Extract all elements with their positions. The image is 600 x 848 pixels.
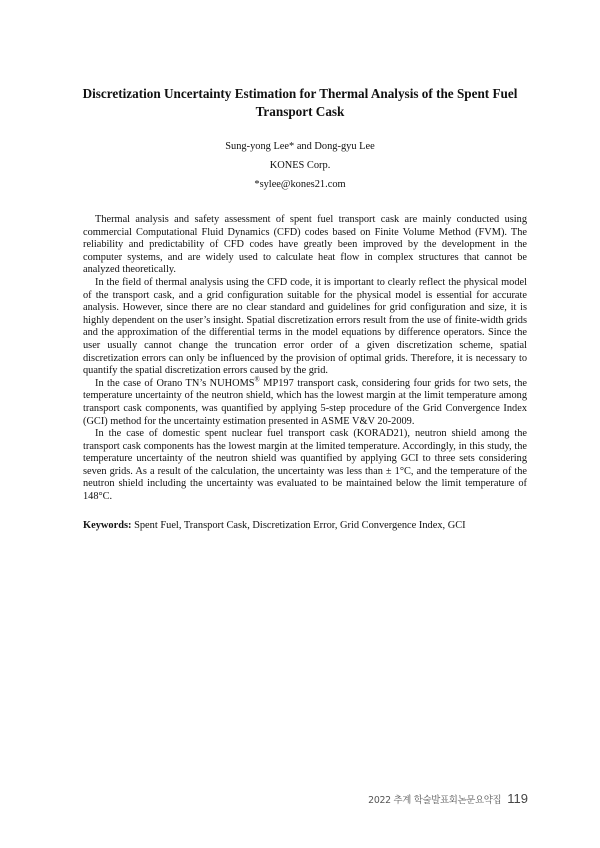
abstract-paragraph-1: Thermal analysis and safety assessment of spent fuel transport cask are mainly conducted using commercial Computational Fluid Dynamics (CFD) codes based on Finite Volume Method (FVM). The reliability and predictability of CFD codes have greatly been improved by the development in the computer systems, and are widely used to calculate heat flow in complex structures that cannot be analyzed theoretically. — [83, 214, 527, 276]
keywords-line — [83, 520, 527, 533]
abstract-paragraph-3 — [83, 375, 527, 428]
author-affiliation: KONES Corp. — [269, 160, 331, 171]
page-footer — [368, 791, 528, 809]
abstract-paragraph-3-rest: MP197 transport cask, considering four grids for two sets, the temperature uncertainty of the neutron shield, which has the lowest margin at the limit temperature among transport cask components, was quantified by applying 5-step procedure of the Grid Convergence Index (GCI) method for the uncertainty estimation presented in ASME V&V 20-2009. — [83, 377, 527, 427]
abstract-body — [83, 214, 527, 504]
author-email: *sylee@kones21.com — [254, 179, 346, 190]
conference-name: 2022 추계 학술발표회논문요약집 — [368, 795, 502, 806]
page-number: 119 — [507, 791, 528, 806]
abstract-paragraph-2: In the field of thermal analysis using the CFD code, it is important to clearly reflect the physical model of the transport cask, and a grid configuration suitable for the physical model is essential for accurate analysis. However, since there are no clear standard and guidelines for grid configuration and size, it is highly dependent on the user’s insight. Spatial discretization errors result from the use of finite-width grids and the approximation of the differential terms in the model equations by difference operators. Since the user usually cannot change the truncation error order of a given discretization scheme, spatial discretization errors can only be influenced by the provision of optimal grids. Therefore, it is necessary to quantify the spatial discretization errors caused by the grid. — [83, 276, 527, 377]
abstract-paragraph-3-start: In the case of Orano TN’s NUHOMS — [95, 377, 255, 389]
keywords-text: Spent Fuel, Transport Cask, Discretization Error, Grid Convergence Index, GCI — [131, 520, 466, 531]
author-names: Sung-yong Lee* and Dong-gyu Lee — [225, 141, 375, 152]
paper-title: Discretization Uncertainty Estimation for Thermal Analysis of the Spent Fuel Transport Cask — [82, 86, 518, 119]
keywords-label: Keywords: — [83, 520, 132, 531]
registered-trademark-mark: ® — [254, 375, 260, 384]
abstract-paragraph-4: In the case of domestic spent nuclear fuel transport cask (KORAD21), neutron shield among the transport cask components has the lowest margin at the limited temperature. Accordingly, in this study, the temperature uncertainty of the neutron shield was quantified by applying GCI to three sets considering seven grids. As a result of the calculation, the uncertainty was less than ± 1°C, and the temperature of the neutron shield including the uncertainty was evaluated to be maintained below the limit temperature of 148°C. — [83, 428, 527, 503]
